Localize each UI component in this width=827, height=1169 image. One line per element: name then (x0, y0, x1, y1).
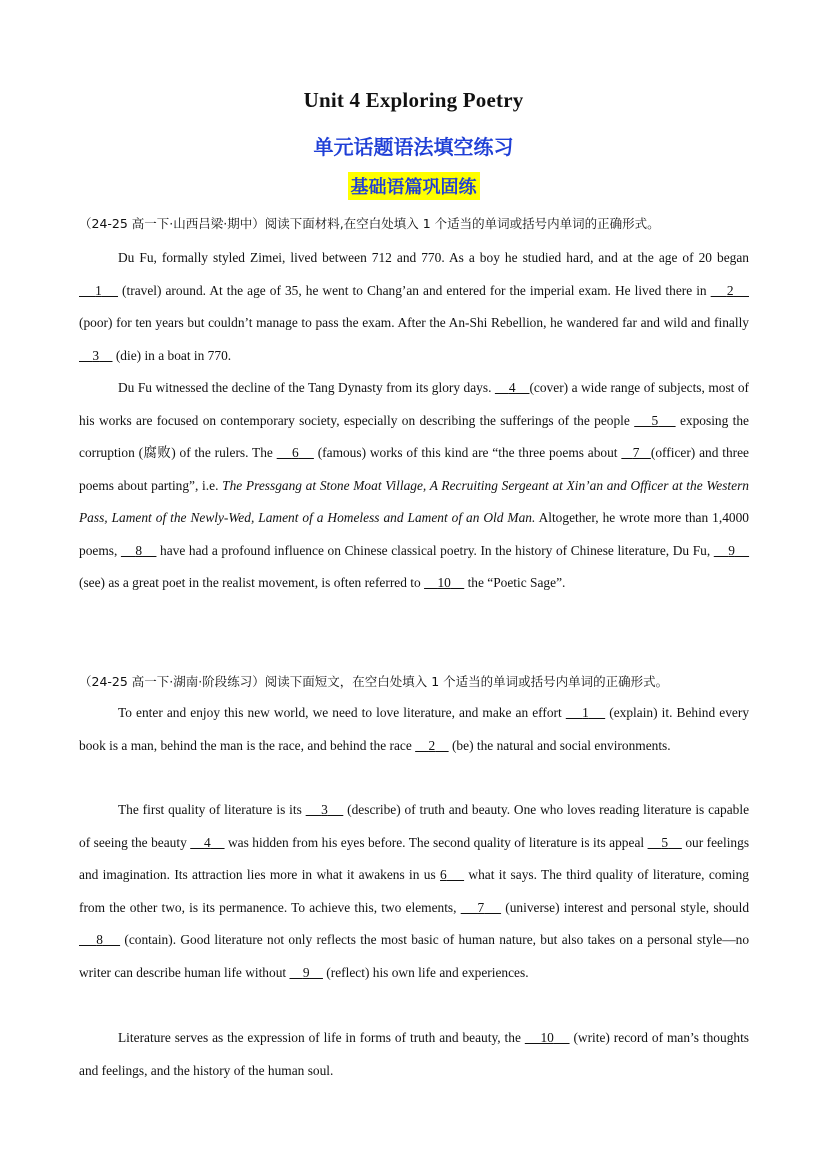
blank-number: 4 (508, 380, 516, 395)
blank-number: 6 (291, 445, 299, 460)
blank-number: 3 (92, 347, 100, 363)
passage2-paragraph1: To enter and enjoy this new world, we need to love literature, and make an effort 1 (explain) it. Behind every book is a man, behind the man is the race, and behind the race 2 (be) the natural and social environments. (79, 705, 750, 753)
passage1-source: （24-25 高一下·山西吕梁·期中）阅读下面材料,在空白处填入 1 个适当的单词或括号内单词的正确形式。 (79, 216, 660, 231)
blank-number: 5 (651, 412, 659, 428)
blank-number: 5 (661, 834, 669, 850)
exercise-subtitle: 单元话题语法填空练习 (313, 135, 514, 159)
blank-number: 3 (321, 802, 328, 817)
passage2-paragraph3: Literature serves as the expression of life in forms of truth and beauty, the 10 (write) record of man’s thoughts and feelings, and the history of the human soul. (79, 1030, 750, 1078)
blank-number: 4 (204, 834, 211, 850)
blank-number: 2 (726, 282, 734, 298)
blank-number: 8 (135, 542, 143, 558)
blank-number: 9 (728, 542, 735, 558)
passage1-paragraph2: Du Fu witnessed the decline of the Tang Dynasty from its glory days. 4 (cover) a wide range of subjects, most of his works are focused on contemporary society, especially on describing the sufferings of the people 5 exposing the corruption (腐败) of the rulers. The 6 (famous) works of this kind are “the three poems about 7 (officer) and three poems about parting”, i.e. The Pressgang at Stone Moat Village, A Recruiting Sergeant at Xin’an and Officer at the Western Pass, Lament of the Newly-Wed, Lament of a Homeless and Lament of an Old Man. Altogether, he wrote more than 1,4000 poems, 8 have had a profound influence on Chinese classical poetry. In the history of Chinese literature, Du Fu, 9 (see) as a great poet in the realist movement, is often referred to 10 the “Poetic Sage”. (79, 380, 750, 590)
blank-number: 6 (440, 867, 447, 882)
blank-number: 1 (95, 282, 102, 298)
passage2-source: （24-25 高一下·湖南·阶段练习）阅读下面短文，在空白处填入 1 个适当的单词或括号内单词的正确形式。 (79, 674, 669, 689)
section-heading-wrap (0, 172, 827, 200)
blank-number: 10 (437, 575, 451, 590)
passage1-paragraph1: Du Fu, formally styled Zimei, lived between 712 and 770. As a boy he studied hard, and at the age of 20 began 1 (travel) around. At the age of 35, he went to Chang’an and entered for the imperial exam. He lived there in 2 (poor) for ten years but couldn’t manage to pass the exam. After the An-Shi Rebellion, he wandered far and wild and finally 3 (die) in a boat in 770. (79, 250, 749, 363)
poem-titles: The Pressgang at Stone Moat Village, A Recruiting Sergeant at Xin’an and Officer at the Western Pass, Lament of the Newly-Wed, Lament of a Homeless and Lament of an Old Man. (79, 477, 750, 525)
unit-title: Unit 4 Exploring Poetry (303, 88, 524, 112)
blank-number: 7 (632, 445, 640, 460)
blank-number: 9 (302, 964, 310, 980)
blank-number: 7 (477, 899, 485, 915)
section-heading: 基础语篇巩固练 (348, 172, 480, 200)
blank-number: 10 (540, 1030, 554, 1045)
blank-number: 8 (96, 932, 103, 947)
passage2-paragraph2: The first quality of literature is its 3 (describe) of truth and beauty. One who loves reading literature is capable of seeing the beauty 4 was hidden from his eyes before. The second quality of literature is its appeal 5 our feelings and imagination. Its attraction lies more in what it awakens in us 6 what it says. The third quality of literature, coming from the other two, is its permanence. To achieve this, two elements, 7 (universe) interest and personal style, should 8 (contain). Good literature not only reflects the most basic of human nature, but also takes on a personal style—no writer can describe human life without 9 (reflect) his own life and experiences. (79, 802, 750, 980)
blank-number: 1 (582, 705, 589, 720)
blank-number: 2 (428, 737, 436, 753)
